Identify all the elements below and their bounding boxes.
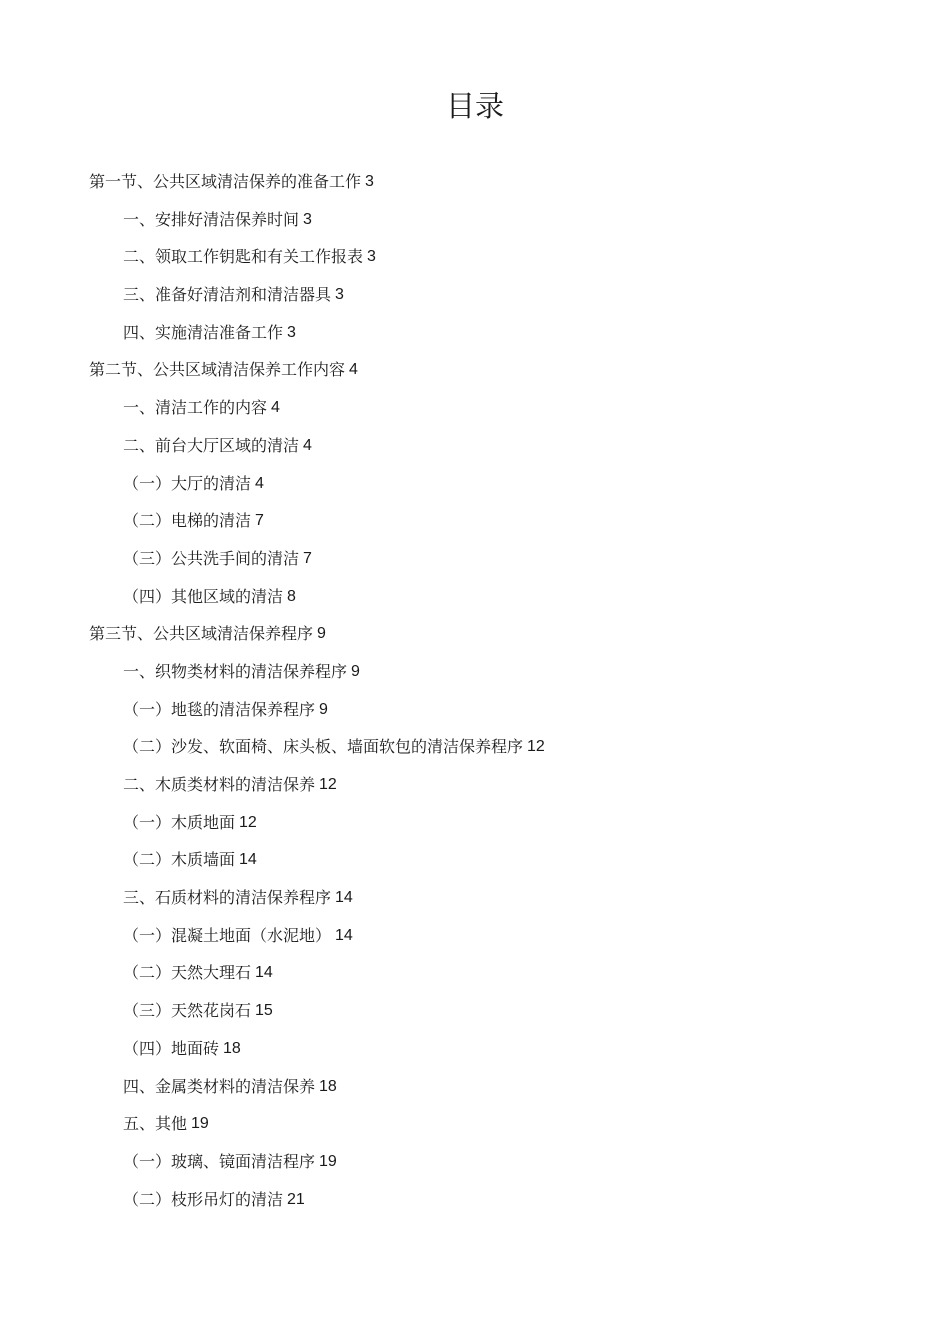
toc-entry-page-number: 12	[527, 738, 545, 756]
toc-entry-label: （二）枝形吊灯的清洁	[123, 1189, 284, 1209]
toc-entry-page-number: 7	[303, 549, 312, 567]
toc-entry-label: （一）混凝土地面（水泥地）	[123, 925, 332, 945]
toc-entry-page-number: 3	[303, 210, 312, 228]
toc-entry[interactable]	[0, 992, 950, 1030]
toc-entry-page-number: 8	[287, 587, 296, 605]
toc-entry[interactable]	[0, 465, 950, 503]
toc-entry-label: （三）天然花岗石	[123, 1001, 252, 1021]
toc-entry-label: 四、金属类材料的清洁保养	[123, 1076, 316, 1096]
toc-entry[interactable]	[0, 1030, 950, 1068]
toc-entry[interactable]	[0, 389, 950, 427]
toc-entry-page-number: 3	[287, 323, 296, 341]
toc-entry-label: 二、领取工作钥匙和有关工作报表	[123, 247, 364, 267]
toc-entry-page-number: 4	[303, 436, 312, 454]
toc-entry-label: 二、前台大厅区域的清洁	[123, 435, 300, 455]
toc-entry-label: 一、织物类材料的清洁保养程序	[123, 661, 348, 681]
toc-entry-label: 第三节、公共区域清洁保养程序	[89, 624, 314, 644]
toc-entry-label: （四）地面砖	[123, 1038, 220, 1058]
toc-entry-label: （三）公共洗手间的清洁	[123, 548, 300, 568]
toc-entry[interactable]	[0, 804, 950, 842]
toc-entry-label: （二）电梯的清洁	[123, 511, 252, 531]
toc-entry[interactable]	[0, 1068, 950, 1106]
toc-entry-page-number: 18	[319, 1077, 337, 1095]
toc-entry-label: 四、实施清洁准备工作	[123, 322, 284, 342]
toc-entry-page-number: 14	[239, 851, 257, 869]
toc-entry-label: （二）天然大理石	[123, 963, 252, 983]
toc-entry[interactable]	[0, 427, 950, 465]
toc-entry-label: 五、其他	[123, 1114, 188, 1134]
toc-entry-page-number: 9	[317, 625, 326, 643]
toc-entry-label: 三、石质材料的清洁保养程序	[123, 888, 332, 908]
toc-entry-page-number: 12	[239, 813, 257, 831]
toc-entry-label: （一）木质地面	[123, 812, 236, 832]
toc-entry-page-number: 19	[319, 1152, 337, 1170]
toc-entry[interactable]	[0, 163, 950, 201]
toc-entry-label: 一、安排好清洁保养时间	[123, 209, 300, 229]
toc-entry-page-number: 14	[335, 889, 353, 907]
toc-entry-page-number: 14	[255, 964, 273, 982]
toc-entry-label: 一、清洁工作的内容	[123, 398, 268, 418]
toc-entry[interactable]	[0, 728, 950, 766]
toc-entry[interactable]	[0, 238, 950, 276]
toc-entry-label: 第一节、公共区域清洁保养的准备工作	[89, 172, 362, 191]
toc-entry[interactable]	[0, 653, 950, 691]
toc-entry-page-number: 21	[287, 1190, 305, 1208]
page-title: 目录	[445, 89, 504, 123]
toc-entry-page-number: 9	[319, 700, 328, 718]
toc-entry[interactable]	[0, 766, 950, 804]
toc-entry-label: （二）木质墙面	[123, 850, 236, 870]
toc-entry[interactable]	[0, 502, 950, 540]
toc-entry-page-number: 3	[335, 286, 344, 304]
toc-entry-page-number: 18	[223, 1039, 241, 1057]
toc-entry-page-number: 19	[191, 1115, 209, 1133]
toc-entry[interactable]	[0, 351, 950, 389]
toc-entry-label: （四）其他区域的清洁	[123, 586, 284, 606]
toc-entry-page-number: 4	[255, 474, 264, 492]
toc-entry-page-number: 4	[349, 361, 358, 379]
toc-entry-page-number: 15	[255, 1002, 273, 1020]
toc-entry[interactable]	[0, 841, 950, 879]
toc-entry-page-number: 14	[335, 926, 353, 944]
toc-entry-page-number: 12	[319, 776, 337, 793]
toc-entry[interactable]	[0, 314, 950, 352]
toc-entry-label: （二）沙发、软面椅、床头板、墙面软包的清洁保养程序	[123, 737, 524, 757]
toc-entry-label: 二、木质类材料的清洁保养	[123, 775, 316, 794]
toc-entry[interactable]	[0, 578, 950, 616]
toc-entry-page-number: 7	[255, 512, 264, 530]
toc-entry[interactable]	[0, 540, 950, 578]
toc-entry[interactable]	[0, 917, 950, 955]
toc-entry[interactable]	[0, 1105, 950, 1143]
toc-entry[interactable]	[0, 1143, 950, 1181]
toc-entry-page-number: 3	[367, 248, 376, 266]
toc-entry[interactable]	[0, 1181, 950, 1219]
toc-entry-label: （一）地毯的清洁保养程序	[123, 699, 316, 719]
toc-entry[interactable]	[0, 954, 950, 992]
table-of-contents	[0, 163, 950, 1218]
toc-entry-page-number: 4	[271, 399, 280, 417]
toc-entry[interactable]	[0, 276, 950, 314]
toc-entry[interactable]	[0, 615, 950, 653]
toc-entry-label: （一）玻璃、镜面清洁程序	[123, 1151, 316, 1171]
toc-entry-label: 第二节、公共区域清洁保养工作内容	[89, 360, 346, 380]
toc-entry[interactable]	[0, 691, 950, 729]
toc-entry-label: （一）大厅的清洁	[123, 473, 252, 493]
toc-entry-page-number: 3	[365, 173, 374, 190]
toc-entry-label: 三、准备好清洁剂和清洁器具	[123, 285, 332, 305]
toc-entry-page-number: 9	[351, 662, 360, 680]
toc-entry[interactable]	[0, 201, 950, 239]
toc-entry[interactable]	[0, 879, 950, 917]
